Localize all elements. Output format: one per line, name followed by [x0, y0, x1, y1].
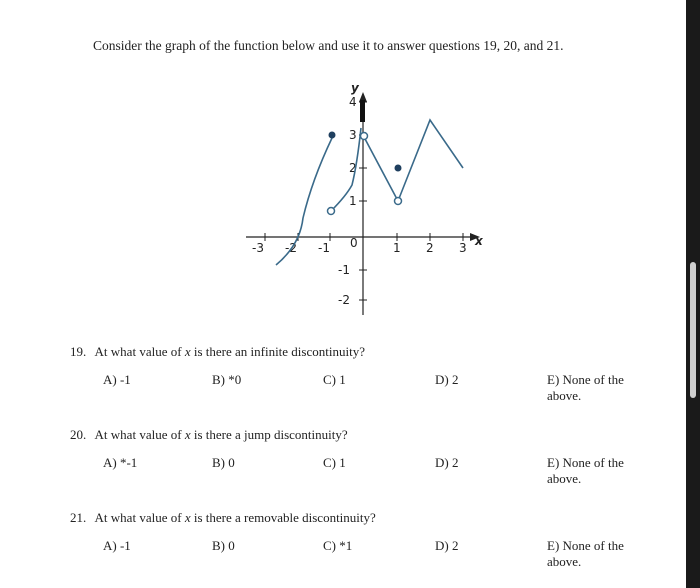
choice-e[interactable]: E) None of the above. — [547, 455, 624, 486]
y-tick-label: 1 — [349, 194, 357, 208]
closed-point-icon — [395, 165, 402, 172]
y-axis-label: y — [351, 81, 359, 95]
choice-a[interactable]: A) *-1 — [103, 455, 138, 470]
choice-b[interactable]: B) 0 — [212, 455, 235, 470]
choice-c[interactable]: C) *1 — [323, 538, 353, 553]
choice-e[interactable]: E) None of the above. — [547, 372, 624, 403]
question-19 — [70, 344, 365, 360]
choice-d[interactable]: D) 2 — [435, 372, 459, 387]
curve-right-branch — [364, 120, 463, 201]
question-number: 21. — [70, 510, 87, 525]
x-tick-label: 0 — [350, 236, 358, 250]
y-tick-label: -1 — [338, 263, 350, 277]
choice-b[interactable]: B) *0 — [212, 372, 242, 387]
x-tick-label: 1 — [393, 241, 401, 255]
x-axis-label: x — [475, 234, 483, 248]
choice-c[interactable]: C) 1 — [323, 455, 346, 470]
question-text: is there an infinite discontinuity? — [193, 344, 365, 359]
choice-b[interactable]: B) 0 — [212, 538, 235, 553]
asymptote-bar — [360, 100, 365, 122]
scrollbar-track[interactable] — [686, 0, 700, 588]
choice-c[interactable]: C) 1 — [323, 372, 346, 387]
question-variable: x — [184, 344, 191, 359]
question-text: is there a jump discontinuity? — [193, 427, 348, 442]
choice-a[interactable]: A) -1 — [103, 372, 131, 387]
choice-e[interactable]: E) None of the above. — [547, 538, 624, 569]
choice-d[interactable]: D) 2 — [435, 455, 459, 470]
question-text: At what value of — [94, 510, 182, 525]
x-tick-label: -2 — [285, 241, 297, 255]
question-text: At what value of — [94, 344, 182, 359]
question-variable: x — [184, 427, 191, 442]
question-number: 19. — [70, 344, 87, 359]
y-tick-label: 4 — [349, 95, 357, 109]
question-text: is there a removable discontinuity? — [193, 510, 376, 525]
y-tick-label: 2 — [349, 161, 357, 175]
open-point-icon — [328, 208, 335, 215]
open-point-icon — [395, 198, 402, 205]
x-tick-label: -3 — [252, 241, 264, 255]
question-text: At what value of — [94, 427, 182, 442]
question-20 — [70, 427, 348, 443]
x-tick-label: -1 — [318, 241, 330, 255]
question-number: 20. — [70, 427, 87, 442]
y-tick-label: 3 — [349, 128, 357, 142]
question-21 — [70, 510, 376, 526]
choice-a[interactable]: A) -1 — [103, 538, 131, 553]
x-tick-label: 3 — [459, 241, 467, 255]
y-tick-label: -2 — [338, 293, 350, 307]
scrollbar-thumb[interactable] — [690, 262, 696, 398]
choice-d[interactable]: D) 2 — [435, 538, 459, 553]
question-variable: x — [184, 510, 191, 525]
closed-point-icon — [329, 132, 336, 139]
x-tick-label: 2 — [426, 241, 434, 255]
intro-text: Consider the graph of the function below and use it to answer questions 19, 20, and 21. — [93, 38, 564, 53]
open-point-icon — [361, 133, 368, 140]
